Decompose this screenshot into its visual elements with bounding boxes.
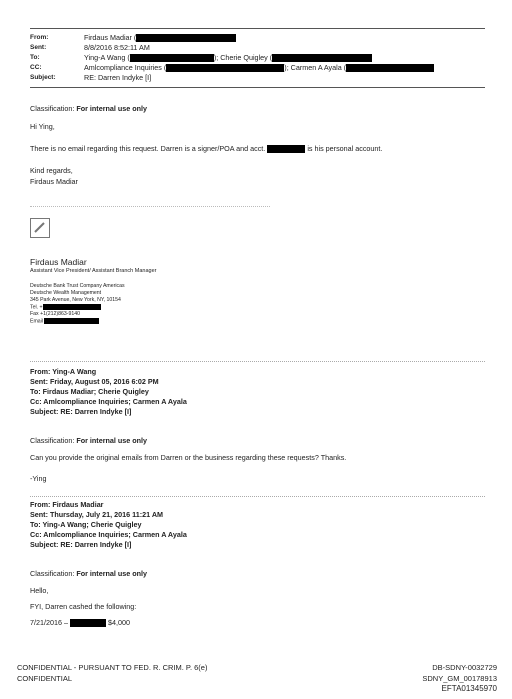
to-line: To: Firdaus Madiar; Cherie Quigley [30, 387, 149, 396]
redaction [267, 145, 305, 153]
transaction-line: 7/21/2016 – $4,000 [30, 618, 130, 627]
redaction [44, 318, 99, 324]
redaction [130, 54, 214, 62]
cc-label: CC: [30, 64, 42, 71]
from-label: From: [30, 34, 49, 41]
classification: Classification: For internal use only [30, 104, 148, 113]
signature-company: Deutsche Bank Trust Company Americas [30, 283, 125, 289]
closing: Kind regards, [30, 166, 73, 175]
subject-line: Subject: RE: Darren Indyke [I] [30, 407, 132, 416]
signature-divider [30, 206, 270, 207]
to-label: To: [30, 54, 40, 61]
body-text: There is no email regarding this request. Darren is a signer/POA and acct. is his personal account. [30, 144, 383, 153]
top-rule [30, 28, 485, 29]
signature-tel: Tel. + [30, 304, 101, 310]
footer-bates-sdny: SDNY_GM_00178913 [422, 674, 497, 683]
signature-fax: Fax +1(212)863-9140 [30, 311, 81, 317]
redaction [43, 304, 101, 310]
from-line: From: Ying-A Wang [30, 367, 97, 376]
message-divider [30, 361, 485, 362]
closing-name: Firdaus Madiar [30, 177, 78, 186]
subject-line: Subject: RE: Darren Indyke [I] [30, 540, 132, 549]
sent-label: Sent: [30, 44, 47, 51]
signature-title: Assistant Vice President/ Assistant Branch Manager [30, 268, 157, 274]
redaction [166, 64, 284, 72]
classification: Classification: For internal use only [30, 569, 148, 578]
signature-address: 345 Park Avenue, New York, NY, 10154 [30, 297, 121, 303]
redaction [272, 54, 372, 62]
footer-confidential: CONFIDENTIAL [17, 674, 73, 683]
redaction [70, 619, 106, 627]
subject-label: Subject: [30, 74, 56, 81]
message-divider [30, 496, 485, 497]
body-text: Can you provide the original emails from Darren or the business regarding these requests? Thanks. [30, 453, 347, 462]
subject-value: RE: Darren Indyke [I] [84, 73, 152, 82]
footer-efta: EFTA01345970 [441, 684, 497, 693]
sent-line: Sent: Friday, August 05, 2016 6:02 PM [30, 377, 159, 386]
redaction [136, 34, 236, 42]
footer-confidential-notice: CONFIDENTIAL - PURSUANT TO FED. R. CRIM. P. 6(e) [17, 663, 208, 672]
classification: Classification: For internal use only [30, 436, 148, 445]
from-value: Firdaus Madiar ( [84, 33, 236, 42]
from-line: From: Firdaus Madiar [30, 500, 104, 509]
redaction [346, 64, 434, 72]
footer-bates-db: DB-SDNY-0032729 [432, 663, 497, 672]
sent-line: Sent: Thursday, July 21, 2016 11:21 AM [30, 510, 164, 519]
cc-line: Cc: Amlcompliance Inquiries; Carmen A Ayala [30, 397, 187, 406]
greeting: Hello, [30, 586, 49, 595]
signature-division: Deutsche Wealth Management [30, 290, 102, 296]
signature-email: Email [30, 318, 99, 324]
cc-value: Amlcompliance Inquiries ( ); Carmen A Ayala ( [84, 63, 434, 72]
header-rule [30, 87, 485, 88]
signature-name: Firdaus Madiar [30, 257, 87, 267]
deutsche-bank-logo-icon [30, 218, 50, 238]
to-value: Ying-A Wang ( ); Cherie Quigley ( [84, 53, 372, 62]
greeting: Hi Ying, [30, 122, 55, 131]
sign-off: -Ying [30, 474, 47, 483]
to-line: To: Ying-A Wang; Cherie Quigley [30, 520, 142, 529]
body-text: FYI, Darren cashed the following: [30, 602, 137, 611]
sent-value: 8/8/2016 8:52:11 AM [84, 43, 150, 52]
cc-line: Cc: Amlcompliance Inquiries; Carmen A Ayala [30, 530, 187, 539]
